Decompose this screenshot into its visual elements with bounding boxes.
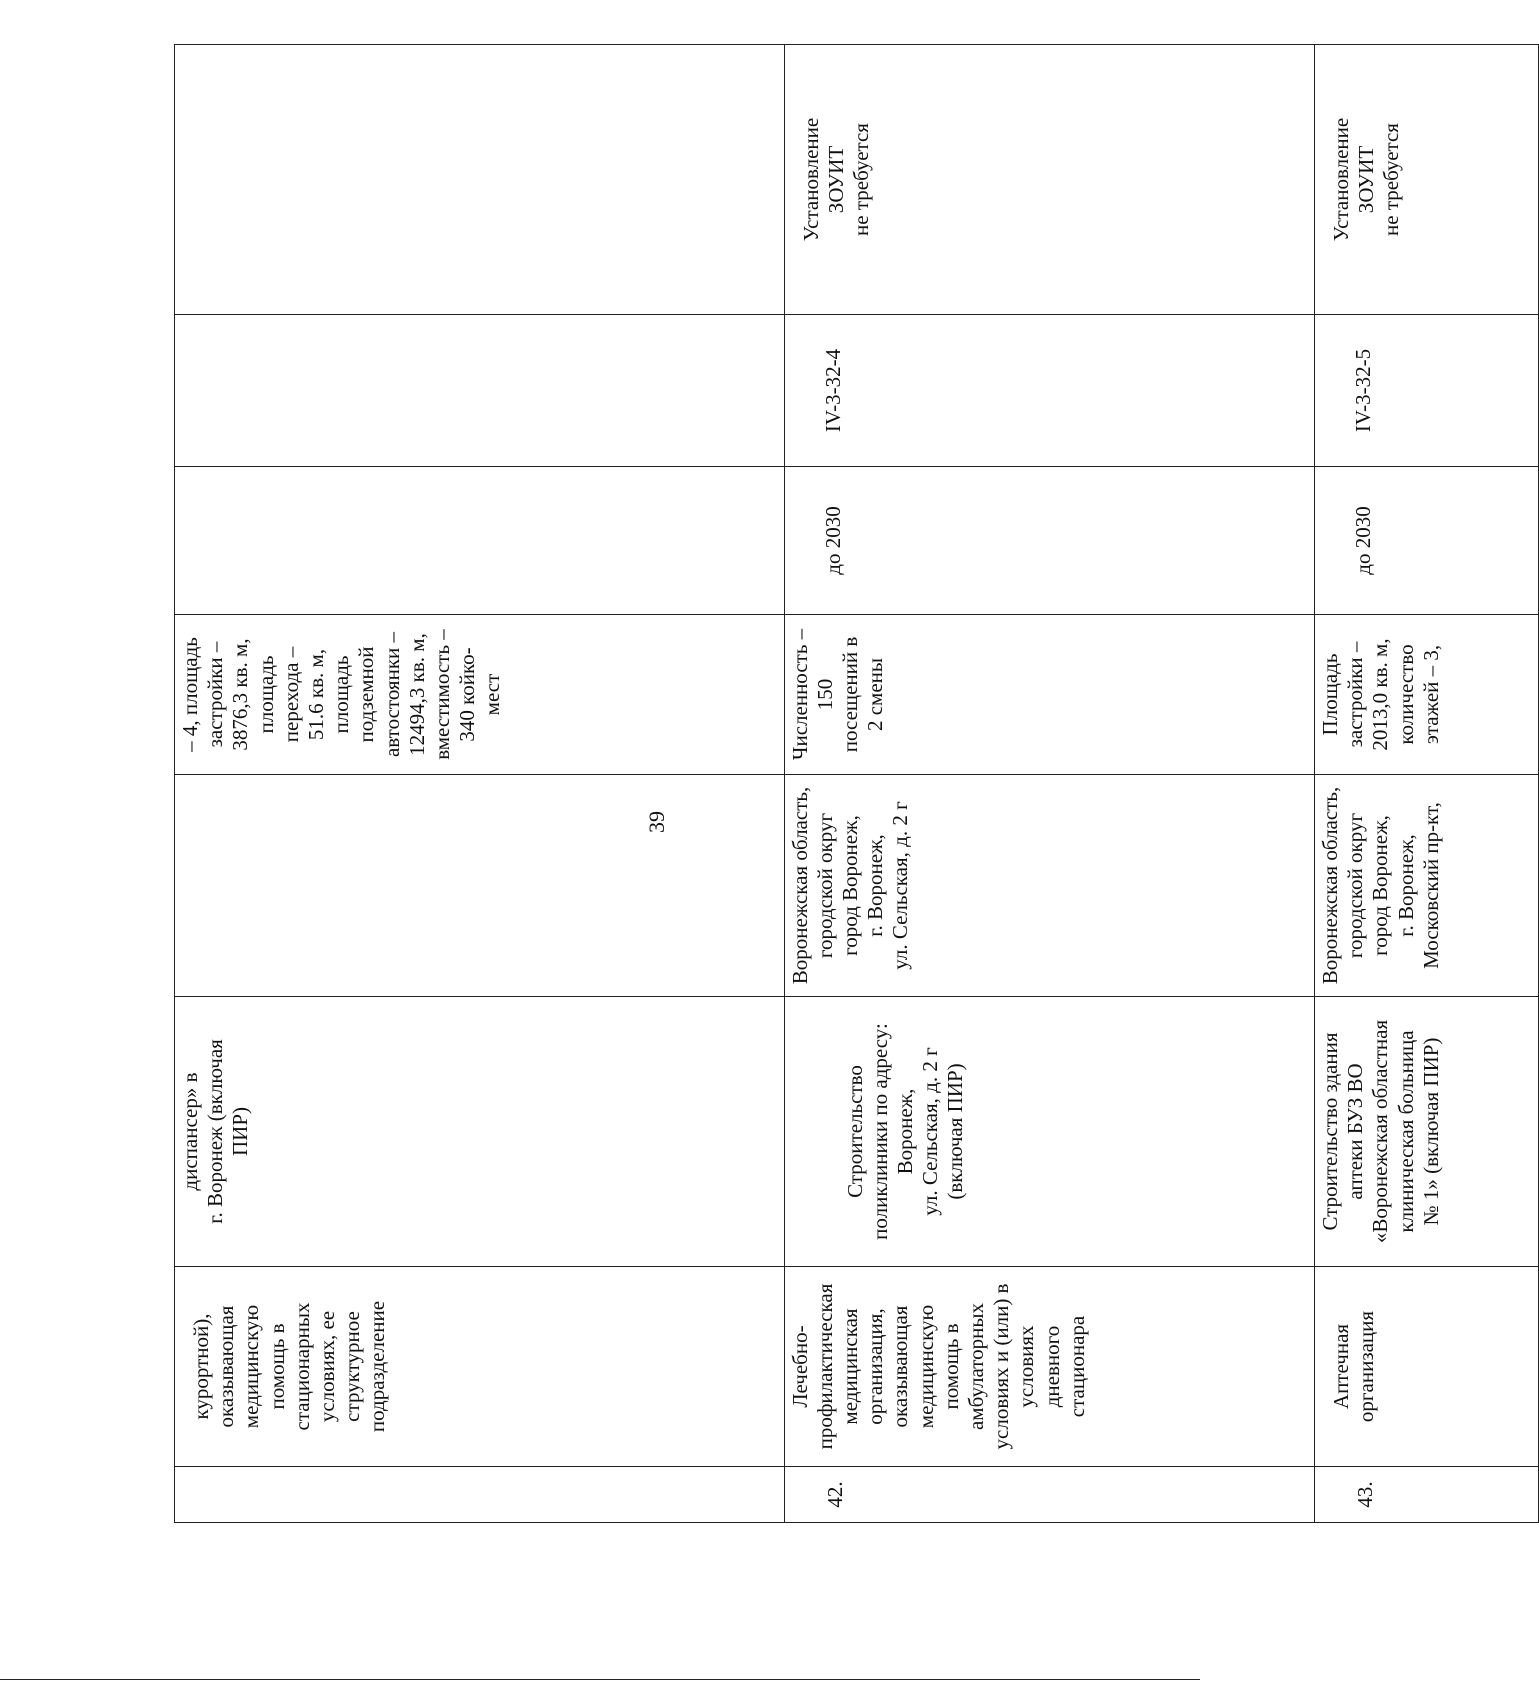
cell-term (175, 467, 785, 615)
cell-object-type: Аптечная организация (1315, 1267, 1539, 1467)
cell-code: IV-3-32-5 (1315, 315, 1539, 467)
cell-code (175, 315, 785, 467)
cell-characteristics: Площадь застройки – 2013,0 кв. м, количество этажей – 3, (1315, 615, 1539, 775)
cell-number: 43. (1315, 1467, 1539, 1523)
cell-characteristics: – 4, площадь застройки – 3876,3 кв. м, площадь перехода – 51.6 кв. м, площадь подземной автостоянки – 12494,3 кв. м, вместимость – 340 койко- мест (175, 615, 785, 775)
cell-zone: Установление ЗОУИТ не требуется (1315, 45, 1539, 315)
cell-zone: Установление ЗОУИТ не требуется (784, 45, 1314, 315)
cell-object-type: Лечебно- профилактическая медицинская организация, оказывающая медицинскую помощь в амбулаторных условиях и (или) в условиях дневного стационара (784, 1267, 1314, 1467)
cell-term: до 2030 (784, 467, 1314, 615)
cell-location (175, 775, 785, 997)
cell-object-name: Строительство поликлиники по адресу: Воронеж, ул. Сельская, д. 2 г (включая ПИР) (784, 997, 1314, 1267)
objects-table (174, 44, 1539, 1523)
bottom-rule (0, 1679, 1200, 1680)
cell-zone (175, 45, 785, 315)
cell-characteristics: Численность – 150 посещений в 2 смены (784, 615, 1314, 775)
cell-location: Воронежская область, городской округ город Воронеж, г. Воронеж, ул. Сельская, д. 2 г (784, 775, 1314, 997)
cell-location: Воронежская область, городской округ город Воронеж, г. Воронеж, Московский пр-кт, (1315, 775, 1539, 997)
page-number: 39 (644, 811, 669, 833)
cell-object-type: курортной), оказывающая медицинскую помощь в стационарных условиях, ее структурное подразделение (175, 1267, 785, 1467)
cell-object-name: Строительство здания аптеки БУЗ ВО «Воронежская областная клиническая больница № 1» (включая ПИР) (1315, 997, 1539, 1267)
cell-term: до 2030 (1315, 467, 1539, 615)
cell-code: IV-3-32-4 (784, 315, 1314, 467)
table-row (784, 45, 1314, 1523)
cell-number: 42. (784, 1467, 1314, 1523)
rotated-table-container (174, 45, 1539, 1523)
cell-object-name: диспансер» в г. Воронеж (включая ПИР) (175, 997, 785, 1267)
table-row (1315, 45, 1539, 1523)
cell-number (175, 1467, 785, 1523)
table-row (175, 45, 785, 1523)
